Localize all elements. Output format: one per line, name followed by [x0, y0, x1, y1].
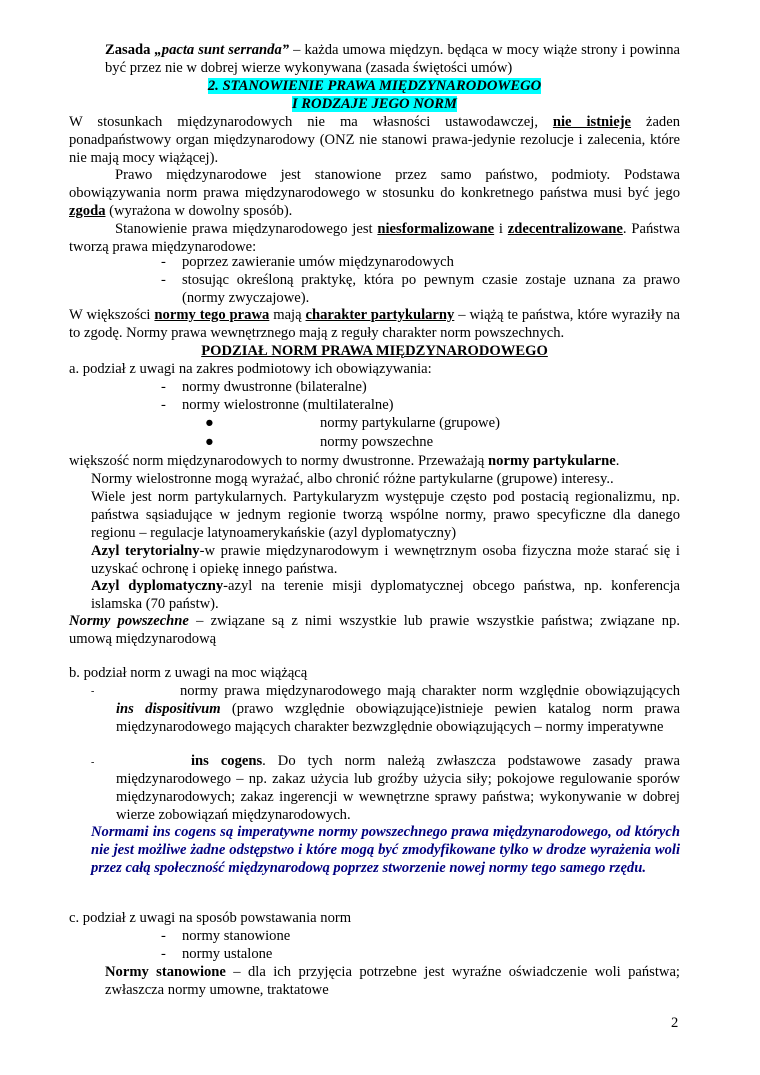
paragraph-diplomatic-asylum: Azyl dyplomatyczny-azyl na terenie misji dyplomatycznej obcego państwa, np. konferencja islamska (70 państw). — [91, 578, 680, 612]
list-item: stosując określoną praktykę, która po pewnym czasie zostaje uznana za prawo (normy zwyczajowe). — [182, 272, 680, 306]
pacta-sunt-paragraph: Zasada „pacta sunt serranda” – każda umowa międzyn. będąca w mocy wiąże strony i powinna być przez nie w dobrej wierze wykonywana (zasada świętości umów) — [105, 42, 680, 76]
list-item-dispositivum: normy prawa międzynarodowego mają charakter norm względnie obowiązujących ins dispositivum (prawo względnie obowiązujące)istnieje pewien katalog norm prawa międzynarodowego mających charakter bezwzględnie obowiązujących – normy imperatywne — [116, 683, 680, 735]
paragraph-majority: większość norm międzynarodowych to normy dwustronne. Przeważają normy partykularne. — [69, 453, 620, 469]
paragraph-consent: Prawo międzynarodowe jest stanowione przez samo państwo, podmioty. Podstawa obowiązywania norm prawa międzynarodowego w stosunku do konkretnego państwa musi być jego zgoda (wyrażona w dowolny sposób). — [69, 167, 680, 219]
sub-list-item: normy powszechne — [320, 434, 434, 450]
cogens-definition: Normami ins cogens są imperatywne normy powszechnego prawa międzynarodowego, od których nie jest możliwe żadne odstępstwo i które mogą być zmodyfikowane tylko w drodze wyrażenia woli przez całą społeczność międzynarodową poprzez stworzenie nowej normy tego samego rzędu. — [91, 824, 680, 876]
section-heading: 2. STANOWIENIE PRAWA MIĘDZYNARODOWEGO I RODZAJE JEGO NORM — [207, 78, 542, 112]
list-dash: - — [161, 928, 166, 944]
paragraph-territorial-asylum: Azyl terytorialny-w prawie międzynarodowym i wewnętrznym osoba fizyczna może starać się i uzyskać ochronę i opiekę innego państwa. — [91, 543, 680, 577]
list-item: normy stanowione — [182, 928, 291, 944]
paragraph-multilateral: Normy wielostronne mogą wyrażać, albo chronić różne partykularne (grupowe) interesy.. — [91, 471, 614, 487]
bullet-icon: ● — [205, 434, 214, 450]
list-dash: - — [91, 757, 95, 768]
list-dash: - — [161, 379, 166, 395]
paragraph-informal: Stanowienie prawa międzynarodowego jest niesformalizowane i zdecentralizowane. Państwa tworzą prawa międzynarodowe: — [69, 221, 680, 255]
norms-division-heading: PODZIAŁ NORM PRAWA MIĘDZYNARODOWEGO — [201, 343, 548, 359]
paragraph-particular: W większości normy tego prawa mają charakter partykularny – wiążą te państwa, które wyraziły na to zgodę. Normy prawa wewnętrznego mają z reguły charakter norm powszechnych. — [69, 307, 680, 341]
list-item: poprzez zawieranie umów międzynarodowych — [182, 254, 454, 270]
list-dash: - — [161, 946, 166, 962]
list-item: normy wielostronne (multilateralne) — [182, 397, 394, 413]
list-item: normy dwustronne (bilateralne) — [182, 379, 367, 395]
list-dash: - — [91, 686, 95, 697]
subsection-a-heading: a. podział z uwagi na zakres podmiotowy ich obowiązywania: — [69, 361, 432, 377]
pacta-term: „pacta sunt serranda” — [154, 42, 290, 58]
page-number: 2 — [671, 1015, 679, 1031]
paragraph-enacted-norms: Normy stanowione – dla ich przyjęcia potrzebne jest wyraźne oświadczenie woli państwa; zwłaszcza normy umowne, traktatowe — [105, 964, 680, 998]
paragraph-universal-norms: Normy powszechne – związane są z nimi wszystkie lub prawie wszystkie państwa; związane np. umową międzynarodową — [69, 613, 680, 647]
subsection-c-heading: c. podział z uwagi na sposób powstawania norm — [69, 910, 352, 926]
list-item: normy ustalone — [182, 946, 273, 962]
list-dash: - — [161, 397, 166, 413]
list-item-cogens: ins cogens. Do tych norm należą zwłaszcza podstawowe zasady prawa międzynarodowego – np. zakaz użycia lub groźby użycia siły; pokojowe regulowanie sporów międzynarodowych; zakaz ingerencji w wewnętrzne sprawy państwa; wykonywanie w dobrej wierze zobowiązań międzynarodowych. — [116, 753, 681, 823]
paragraph-no-legislator: W stosunkach międzynarodowych nie ma własności ustawodawczej, nie istnieje żaden ponadpaństwowy organ międzynarodowy (ONZ nie stanowi prawa-jedynie rezolucje i zalecenia, które nie mają mocy wiążącej). — [69, 114, 680, 166]
subsection-b-heading: b. podział norm z uwagi na moc wiążącą — [69, 665, 308, 681]
list-dash: - — [161, 254, 166, 270]
paragraph-regionalism: Wiele jest norm partykularnych. Partykularyzm występuje często pod postacią regionalizmu, np. państwa sąsiadujące w jednym regionie tworzą wspólne normy, prawo specyficzne dla danego regionu – regulacje latynoamerykańskie (azyl dyplomatyczny) — [91, 489, 680, 541]
list-dash: - — [161, 272, 166, 288]
bullet-icon: ● — [205, 415, 214, 431]
sub-list-item: normy partykularne (grupowe) — [320, 415, 500, 431]
